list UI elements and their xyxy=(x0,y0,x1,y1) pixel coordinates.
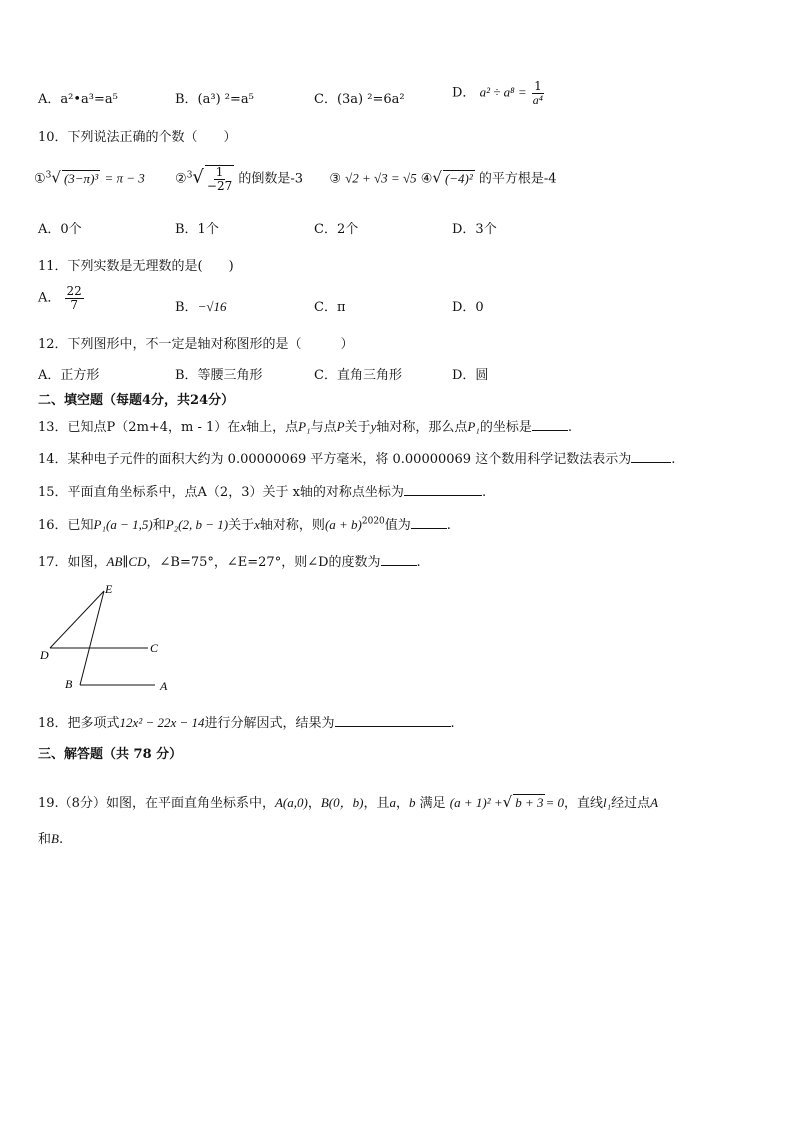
q9-option-a: A．a²•a³=a⁵ xyxy=(38,92,118,107)
q10-s4-mark: ④ xyxy=(420,171,433,187)
q18: 18．把多项式12x² − 22x − 14进行分解因式，结果为 . xyxy=(38,715,455,731)
q15: 15．平面直角坐标系中，点A（2，3）关于 x轴的对称点坐标为 . xyxy=(38,485,487,500)
q10-option-c: C．2个 xyxy=(314,222,359,237)
segment-ed xyxy=(50,591,104,648)
q16-expression: (a + b) xyxy=(324,517,362,532)
q9-option-d-expr: a² ÷ a⁸ = xyxy=(479,84,527,100)
label-a: A xyxy=(160,679,168,693)
q19-line-2: 和B. xyxy=(38,831,64,847)
q19-radicand: b + 3 xyxy=(515,795,544,810)
q16-exponent: 2020 xyxy=(361,516,385,527)
label-e: E xyxy=(105,582,113,596)
q19-equation-part1: (a + 1)² + xyxy=(449,795,503,810)
q13-answer-blank[interactable] xyxy=(532,430,568,431)
q11-option-c: C．π xyxy=(314,300,346,315)
label-d: D xyxy=(40,648,49,662)
label-b: B xyxy=(65,677,73,691)
q11-option-b: B．−√16 xyxy=(175,299,227,315)
q16-point-p1: P₁(a − 1,5) xyxy=(93,517,153,532)
q11-option-a: A． $\frac{22}{7}$ xyxy=(38,284,82,312)
section-fill-in-heading: 二、填空题（每题4分，共24分） xyxy=(38,393,235,408)
q11-stem: 11．下列实数是无理数的是( ) xyxy=(38,259,234,274)
q10-option-b: B．1个 xyxy=(175,222,219,237)
q10-s4-radicand: (−4)² xyxy=(444,170,473,186)
label-c: C xyxy=(150,641,159,655)
q9-option-b: B．(a³) ²=a⁵ xyxy=(175,92,254,107)
q12-stem: 12．下列图形中，不一定是轴对称图形的是（ ） xyxy=(38,337,354,352)
section-solve-heading: 三、解答题（共 78 分） xyxy=(38,747,183,762)
q10-s1-result: = π − 3 xyxy=(104,170,145,186)
q9-option-c: C．(3a) ²=6a² xyxy=(314,92,405,107)
q9-option-d-label: D． xyxy=(452,85,476,101)
q10-stem: 10．下列说法正确的个数（ ） xyxy=(38,130,237,145)
q19-line-l1: l₁ xyxy=(603,795,612,810)
q11-option-d: D．0 xyxy=(452,300,484,315)
q15-answer-blank[interactable] xyxy=(404,495,482,496)
q10-option-d: D．3个 xyxy=(452,222,497,237)
segment-eb xyxy=(80,591,104,685)
q16-answer-blank[interactable] xyxy=(411,528,447,529)
q19-point-b: B(0，b) xyxy=(320,795,364,810)
q12-option-c: C．直角三角形 xyxy=(314,368,402,383)
q10-statements: ①$^3$√ (3−π)³ = π − 3 ②$^3$√ $\frac{1}{-27}$ 的倒数是-3 ③ √2 + √3 = √5 ④√ (−4)² 的平方根是-4 xyxy=(34,165,557,193)
q17-figure xyxy=(30,578,190,700)
q12-option-a: A．正方形 xyxy=(38,368,100,383)
q17-answer-blank[interactable] xyxy=(381,565,417,566)
q19-line-1: 19.（8分）如图，在平面直角坐标系中，A(a,0)，B(0，b)，且a，b 满足 (a + 1)² +√ b + 3 = 0，直线l₁经过点A xyxy=(38,793,659,811)
q10-s2-text: 的倒数是-3 xyxy=(238,171,304,187)
q10-s1-mark: ① xyxy=(34,171,46,187)
q10-s2-fraction: $\frac{1}{-27}$ xyxy=(206,165,233,193)
q10-s4-text: 的平方根是-4 xyxy=(478,171,557,187)
q10-option-a: A．0个 xyxy=(38,222,82,237)
q10-s1-radicand: (3−π)³ xyxy=(63,170,99,186)
q9-option-d xyxy=(452,80,545,106)
q12-option-d: D．圆 xyxy=(452,368,489,383)
q16: 16．已知P₁(a − 1,5)和P₂(2, b − 1)关于x轴对称，则$(a + b)^{2020}$值为 . xyxy=(38,516,451,533)
q9-option-d-fraction: $\frac{1}{\text{a⁴}}$ xyxy=(532,79,543,107)
q18-polynomial: 12x² − 22x − 14 xyxy=(119,715,205,730)
q10-s2-mark: ② xyxy=(175,171,187,187)
q16-point-p2: P₂(2, b − 1) xyxy=(165,517,229,532)
q11-option-a-fraction: $\frac{22}{7}$ xyxy=(66,284,82,312)
q13-point-p: P（2m+4，m - 1）在 xyxy=(106,420,241,435)
q19-point-a: A(a,0) xyxy=(274,795,308,810)
q12-option-b: B．等腰三角形 xyxy=(175,368,263,383)
q10-s3-expr: √2 + √3 = √5 xyxy=(345,170,417,186)
q11-option-b-expr: −√16 xyxy=(197,299,227,314)
q14-answer-blank[interactable] xyxy=(631,462,671,463)
q13: 13．已知点P（2m+4，m - 1）在x轴上，点P₁与点P关于y轴对称，那么点P₁的坐标是 . xyxy=(38,419,572,435)
q14: 14．某种电子元件的面积大约为 0.00000069 平方毫米，将 0.00000069 这个数用科学记数法表示为 . xyxy=(38,452,676,467)
q10-s3-mark: ③ xyxy=(329,171,341,187)
q18-answer-blank[interactable] xyxy=(335,726,451,727)
q17: 17．如图，AB∥CD，∠B=75°，∠E=27°，则∠D的度数为 . xyxy=(38,554,421,570)
q17-parallel: AB∥CD xyxy=(106,554,147,569)
